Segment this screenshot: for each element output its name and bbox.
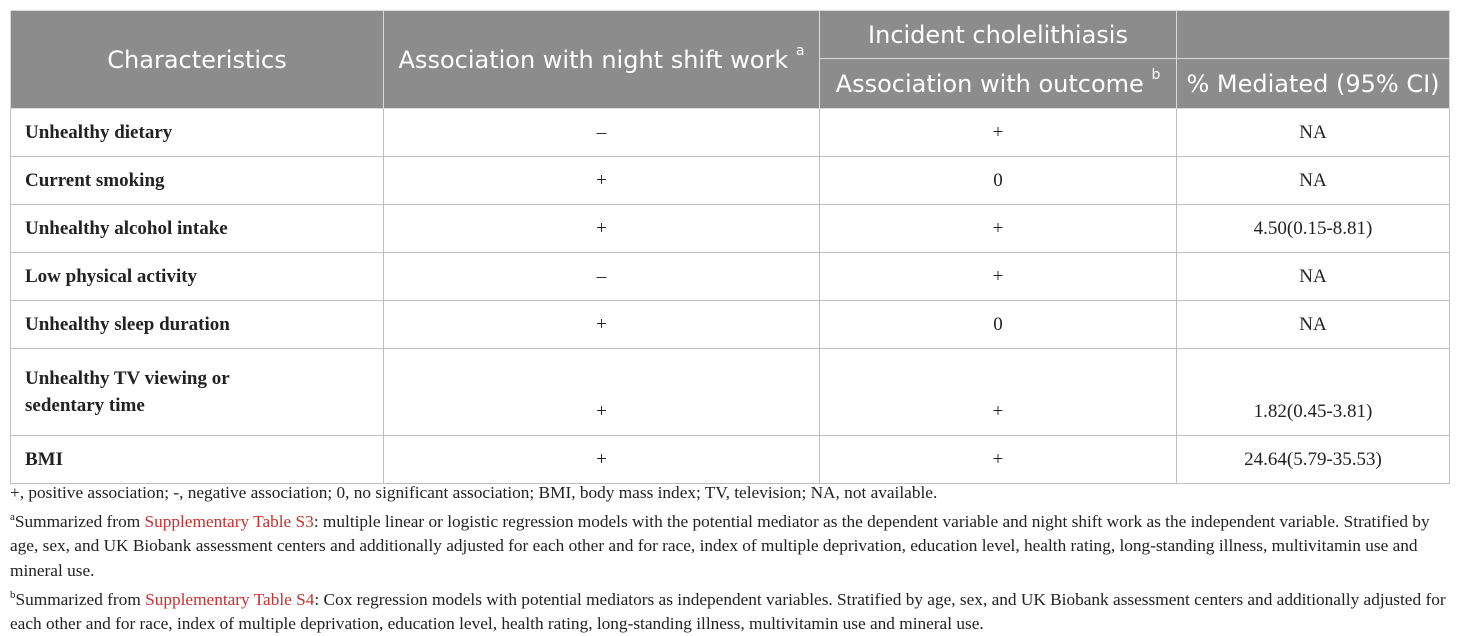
cell-night-shift: + (384, 436, 820, 484)
footnote-b-text: : Cox regression models with potential mediators as independent variables. Stratified by age, sex, and UK Biobank assessment centers and additionally adjusted for each other and for race, index of multiple deprivation, education level, health rating, long-standing illness, multivitamin use and mineral use. (10, 589, 1446, 634)
table-row (11, 205, 1450, 253)
row-label: Current smoking (11, 157, 384, 205)
cell-night-shift: – (384, 253, 820, 301)
cell-outcome: + (820, 253, 1177, 301)
row-label: Unhealthy sleep duration (11, 301, 384, 349)
cell-outcome: + (820, 436, 1177, 484)
table-row (11, 349, 1450, 436)
header-night-shift-wrap (384, 42, 819, 74)
header-characteristics (11, 11, 384, 109)
footnote-a-text: : multiple linear or logistic regression models with the potential mediator as the dependent variable and night shift work as the independent variable. Stratified by age, sex, and UK Biobank assessment centers and additionally adjusted for each other and for race, index of multiple deprivation, education level, health rating, long-standing illness, multivitamin use and mineral use. (10, 512, 1430, 580)
supplementary-table-s4-link[interactable]: Supplementary Table S4 (145, 589, 315, 609)
header-night-shift-label: Association with night shift work (398, 45, 789, 74)
table-row (11, 301, 1450, 349)
mediation-table (10, 10, 1450, 484)
header-outcome (820, 59, 1177, 109)
cell-night-shift: + (384, 157, 820, 205)
header-night-shift-sup: a (795, 42, 805, 59)
cell-mediated: NA (1177, 157, 1450, 205)
cell-mediated: NA (1177, 109, 1450, 157)
row-label-line2: sedentary time (25, 395, 145, 416)
cell-outcome: 0 (820, 157, 1177, 205)
row-label-line1: Unhealthy TV viewing or (25, 368, 230, 389)
cell-mediated: NA (1177, 253, 1450, 301)
header-group-label: Incident cholelithiasis (868, 20, 1128, 49)
row-label: BMI (11, 436, 384, 484)
footnote-b (10, 583, 1455, 636)
row-label: Low physical activity (11, 253, 384, 301)
footnote-b-prefix: Summarized from (15, 589, 146, 609)
header-outcome-label: Association with outcome (835, 69, 1144, 98)
header-characteristics-label: Characteristics (107, 45, 287, 74)
header-empty-cell (1177, 11, 1450, 59)
cell-mediated: 4.50(0.15-8.81) (1177, 205, 1450, 253)
cell-night-shift: + (384, 349, 820, 436)
cell-night-shift: + (384, 205, 820, 253)
header-outcome-wrap (820, 66, 1176, 98)
footnote-a-marker: a (10, 511, 15, 524)
cell-night-shift: – (384, 109, 820, 157)
footnote-abbreviations: +, positive association; -, negative association; 0, no significant association; BMI, body mass index; TV, television; NA, not available. (10, 483, 938, 502)
footnote-b-marker: b (10, 588, 16, 601)
header-mediated (1177, 59, 1450, 109)
row-label: Unhealthy dietary (11, 109, 384, 157)
table-body (11, 109, 1450, 484)
row-label (11, 349, 384, 436)
table-container (10, 10, 1449, 484)
cell-outcome: 0 (820, 301, 1177, 349)
header-incident-cholelithiasis (820, 11, 1177, 59)
cell-outcome: + (820, 349, 1177, 436)
table-row (11, 157, 1450, 205)
footnote-a-prefix: Summarized from (14, 512, 145, 532)
header-night-shift (384, 11, 820, 109)
row-label: Unhealthy alcohol intake (11, 205, 384, 253)
cell-mediated: 1.82(0.45-3.81) (1177, 349, 1450, 436)
header-outcome-sup: b (1151, 66, 1161, 83)
table-header (11, 11, 1450, 109)
table-row (11, 253, 1450, 301)
cell-outcome: + (820, 205, 1177, 253)
table-footnotes (10, 481, 1455, 636)
footnote-a (10, 505, 1455, 583)
cell-mediated: NA (1177, 301, 1450, 349)
cell-outcome: + (820, 109, 1177, 157)
cell-night-shift: + (384, 301, 820, 349)
header-mediated-label: % Mediated (95% CI) (1186, 69, 1440, 98)
cell-mediated: 24.64(5.79-35.53) (1177, 436, 1450, 484)
supplementary-table-s3-link[interactable]: Supplementary Table S3 (144, 512, 314, 532)
table-row (11, 109, 1450, 157)
table-row (11, 436, 1450, 484)
